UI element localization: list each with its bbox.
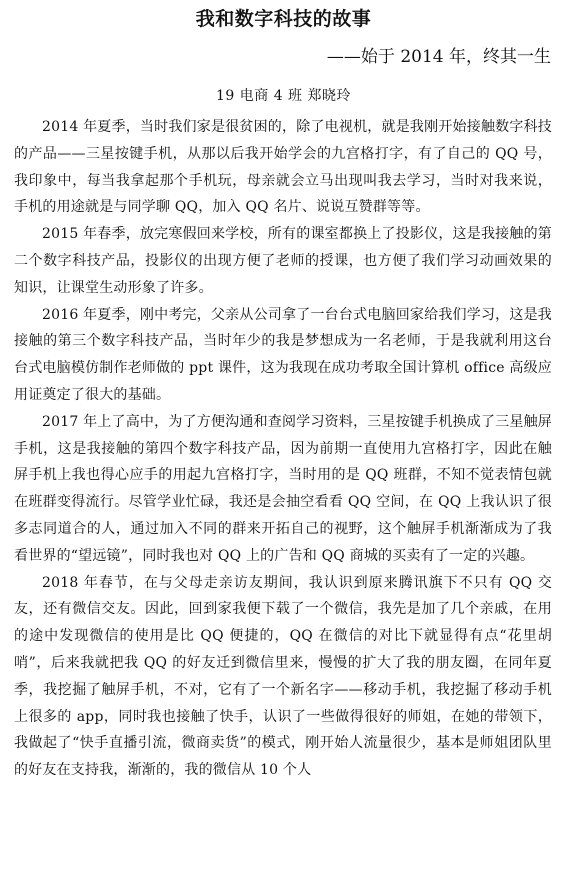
document-subtitle: ——始于 2014 年，终其一生 [326,47,551,67]
document-body [14,114,552,784]
paragraph-2017: 2017 年上了高中，为了方便沟通和查阅学习资料，三星按键手机换成了三星触屏手机，这是我接触的第四个数字科技产品，因为前期一直使用九宫格打字，因此在触屏手机上我也得心应手的用起九宫格打字，当时用的是 QQ 班群，不知不觉表情包就在班群变得流行。尽管学业忙碌，我还是会抽空看看 QQ 空间，在 QQ 上我认识了很多志同道合的人，通过加入不同的群来开拓自己的视野，这个触屏手机渐渐成为了我看世界的“望远镜”，同时我也对 QQ 上的广告和 QQ 商城的买卖有了一定的兴趣。 [14,413,552,564]
paragraph-2015: 2015 年春季，放完寒假回来学校，所有的课室都换上了投影仪，这是我接触的第二个数字科技产品，投影仪的出现方便了老师的授课，也方便了我们学习动画效果的知识，让课堂生动形象了许多。 [14,226,552,296]
document-title: 我和数字科技的故事 [195,8,372,30]
author-line: 19 电商 4 班 郑晓玲 [215,88,352,104]
paragraph-2016: 2016 年夏季，刚中考完，父亲从公司拿了一台台式电脑回家给我们学习，这是我接触的第三个数字科技产品，当时年少的我是梦想成为一名老师，于是我就利用这台台式电脑模仿制作老师做的 ppt 课件，这为我现在成功考取全国计算机 office 高级应用证奠定了很大的基础。 [14,306,552,403]
paragraph-2014: 2014 年夏季，当时我们家是很贫困的，除了电视机，就是我刚开始接触数字科技的产品——三星按键手机，从那以后我开始学会的九宫格打字，有了自己的 QQ 号，我印象中，每当我拿起那个手机玩，母亲就会立马出现叫我去学习，当时对我来说，手机的用途就是与同学聊 QQ，加入 QQ 名片、说说互赞群等等。 [14,119,552,216]
paragraph-2018: 2018 年春节，在与父母走亲访友期间，我认识到原来腾讯旗下不只有 QQ 交友，还有微信交友。因此，回到家我便下载了一个微信，我先是加了几个亲戚，在用的途中发现微信的使用是比 QQ 便捷的，QQ 在微信的对比下就显得有点“花里胡哨”，后来我就把我 QQ 的好友迁到微信里来，慢慢的扩大了我的朋友圈，在同年夏季，我挖掘了触屏手机，不对，它有了一个新名字——移动手机，我挖掘了移动手机上很多的 app，同时我也接触了快手，认识了一些做得很好的师姐，在她的带领下，我做起了“快手直播引流，微商卖货”的模式，刚开始人流量很少，基本是师姐团队里的好友在支持我，渐渐的，我的微信从 10 个人 [14,574,552,779]
